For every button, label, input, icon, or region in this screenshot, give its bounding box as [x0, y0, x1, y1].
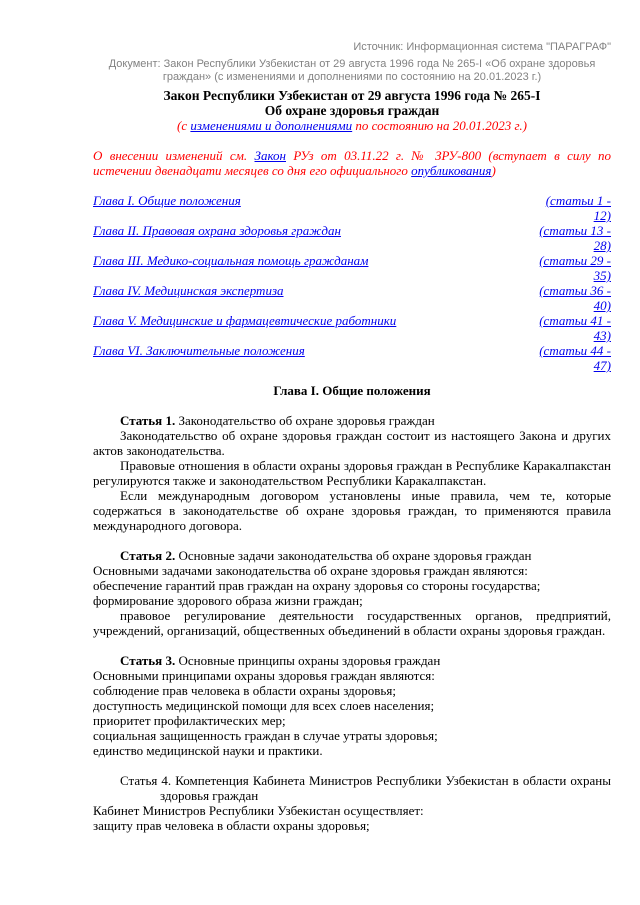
toc-articles-range: 47)	[593, 358, 611, 373]
toc-articles-6-link[interactable]	[539, 343, 611, 373]
table-of-contents	[93, 193, 611, 373]
paragraph: Основными принципами охраны здоровья граждан являются:	[93, 668, 435, 683]
revision-line	[93, 118, 611, 133]
toc-articles-range: 40)	[593, 298, 611, 313]
toc-articles-range: (статьи 36 -	[539, 283, 611, 298]
article-2-heading	[93, 548, 611, 563]
law-title-line2: Об охране здоровья граждан	[264, 103, 440, 118]
article-1-heading	[93, 413, 611, 428]
toc-articles-2-link[interactable]	[539, 223, 611, 253]
law-title-line1: Закон Республики Узбекистан от 29 августа 1996 года № 265-I	[163, 88, 541, 103]
toc-articles-5-link[interactable]	[539, 313, 611, 343]
paragraph: правовое регулирование деятельности государственных органов, предприятий, учреждений, организаций, общественных объединений в области охраны здоровья граждан.	[93, 608, 611, 638]
toc-articles-range: (статьи 29 -	[539, 253, 611, 268]
notice-text: )	[491, 163, 496, 178]
toc-chapter-4-link[interactable]: Глава IV. Медицинская экспертиза	[93, 283, 284, 298]
toc-articles-3-link[interactable]	[539, 253, 611, 283]
toc-chapter-6-link[interactable]: Глава VI. Заключительные положения	[93, 343, 305, 358]
notice-publication-link[interactable]: опубликования	[411, 163, 492, 178]
chapter-1-heading: Глава I. Общие положения	[273, 383, 431, 398]
article-title: Законодательство об охране здоровья граждан	[175, 413, 435, 428]
article-4-heading	[93, 773, 611, 803]
article-number: Статья 1.	[120, 413, 176, 428]
toc-articles-range: 35)	[593, 268, 611, 283]
toc-chapter-1-link[interactable]: Глава I. Общие положения	[93, 193, 241, 208]
paragraph: Кабинет Министров Республики Узбекистан осуществляет:	[93, 803, 424, 818]
toc-articles-4-link[interactable]	[539, 283, 611, 313]
toc-entry	[93, 283, 611, 313]
toc-articles-range: 43)	[593, 328, 611, 343]
law-title	[93, 88, 611, 118]
toc-articles-range: (статьи 41 -	[539, 313, 611, 328]
toc-entry	[93, 343, 611, 373]
notice-text: О внесении изменений см.	[93, 148, 255, 163]
toc-articles-range: 28)	[593, 238, 611, 253]
toc-entry	[93, 193, 611, 223]
article-number: Статья 2.	[120, 548, 176, 563]
revision-prefix: (с	[177, 118, 191, 133]
toc-chapter-5-link[interactable]: Глава V. Медицинские и фармацевтические работники	[93, 313, 397, 328]
document-description-line1: Документ: Закон Республики Узбекистан от 29 августа 1996 года № 265-I «Об охране здоровья	[108, 58, 596, 70]
article-title: Основные принципы охраны здоровья граждан	[175, 653, 441, 668]
paragraph: единство медицинской науки и практики.	[93, 743, 323, 758]
paragraph: социальная защищенность граждан в случае утраты здоровья;	[93, 728, 438, 743]
toc-chapter-2-link[interactable]: Глава II. Правовая охрана здоровья граждан	[93, 223, 341, 238]
paragraph: приоритет профилактических мер;	[93, 713, 286, 728]
notice-law-link[interactable]: Закон	[254, 148, 286, 163]
toc-chapter-3-link[interactable]: Глава III. Медико-социальная помощь гражданам	[93, 253, 369, 268]
document-body	[93, 383, 611, 833]
paragraph: Законодательство об охране здоровья граждан состоит из настоящего Закона и других актов законодательства.	[93, 428, 611, 458]
revision-amendments-link[interactable]: изменениями и дополнениями	[190, 118, 353, 133]
article-number: Статья 3.	[120, 653, 176, 668]
article-3-heading	[93, 653, 611, 668]
toc-entry	[93, 313, 611, 343]
paragraph: соблюдение прав человека в области охраны здоровья;	[93, 683, 396, 698]
toc-articles-range: (статьи 1 -	[545, 193, 611, 208]
paragraph: обеспечение гарантий прав граждан на охрану здоровья со стороны государства;	[93, 578, 541, 593]
paragraph: защиту прав человека в области охраны здоровья;	[93, 818, 370, 833]
paragraph: доступность медицинской помощи для всех слоев населения;	[93, 698, 435, 713]
paragraph: Правовые отношения в области охраны здоровья граждан в Республике Каракалпакстан регулируются также и законодательством Республики Каракалпакстан.	[93, 458, 611, 488]
paragraph: Если международным договором установлены иные правила, чем те, которые содержаться в законодательстве об охране здоровья граждан, то применяются правила международного договора.	[93, 488, 611, 533]
toc-articles-range: 12)	[593, 208, 611, 223]
toc-articles-range: (статьи 44 -	[539, 343, 611, 358]
notice-text: РУз от 03.11.22 г. № ЗРУ-800 (вступает в силу по истечении двенадцати месяцев со дня его официального	[93, 148, 611, 178]
article-number: Статья 4.	[120, 773, 172, 788]
document-description-line2: граждан» (с изменениями и дополнениями по состоянию на 20.01.2023 г.)	[162, 71, 542, 83]
toc-entry	[93, 223, 611, 253]
paragraph: формирование здорового образа жизни граждан;	[93, 593, 363, 608]
article-title: Компетенция Кабинета Министров Республики Узбекистан в области охраны здоровья граждан	[160, 773, 611, 803]
revision-suffix: по состоянию на 20.01.2023 г.)	[352, 118, 527, 133]
toc-articles-1-link[interactable]	[546, 193, 611, 223]
article-title: Основные задачи законодательства об охране здоровья граждан	[175, 548, 532, 563]
document-description	[93, 58, 611, 84]
toc-entry	[93, 253, 611, 283]
source-line: Источник: Информационная система "ПАРАГРАФ"	[353, 41, 611, 53]
toc-articles-range: (статьи 13 -	[539, 223, 611, 238]
paragraph: Основными задачами законодательства об охране здоровья граждан являются:	[93, 563, 528, 578]
amendment-notice	[93, 148, 611, 178]
